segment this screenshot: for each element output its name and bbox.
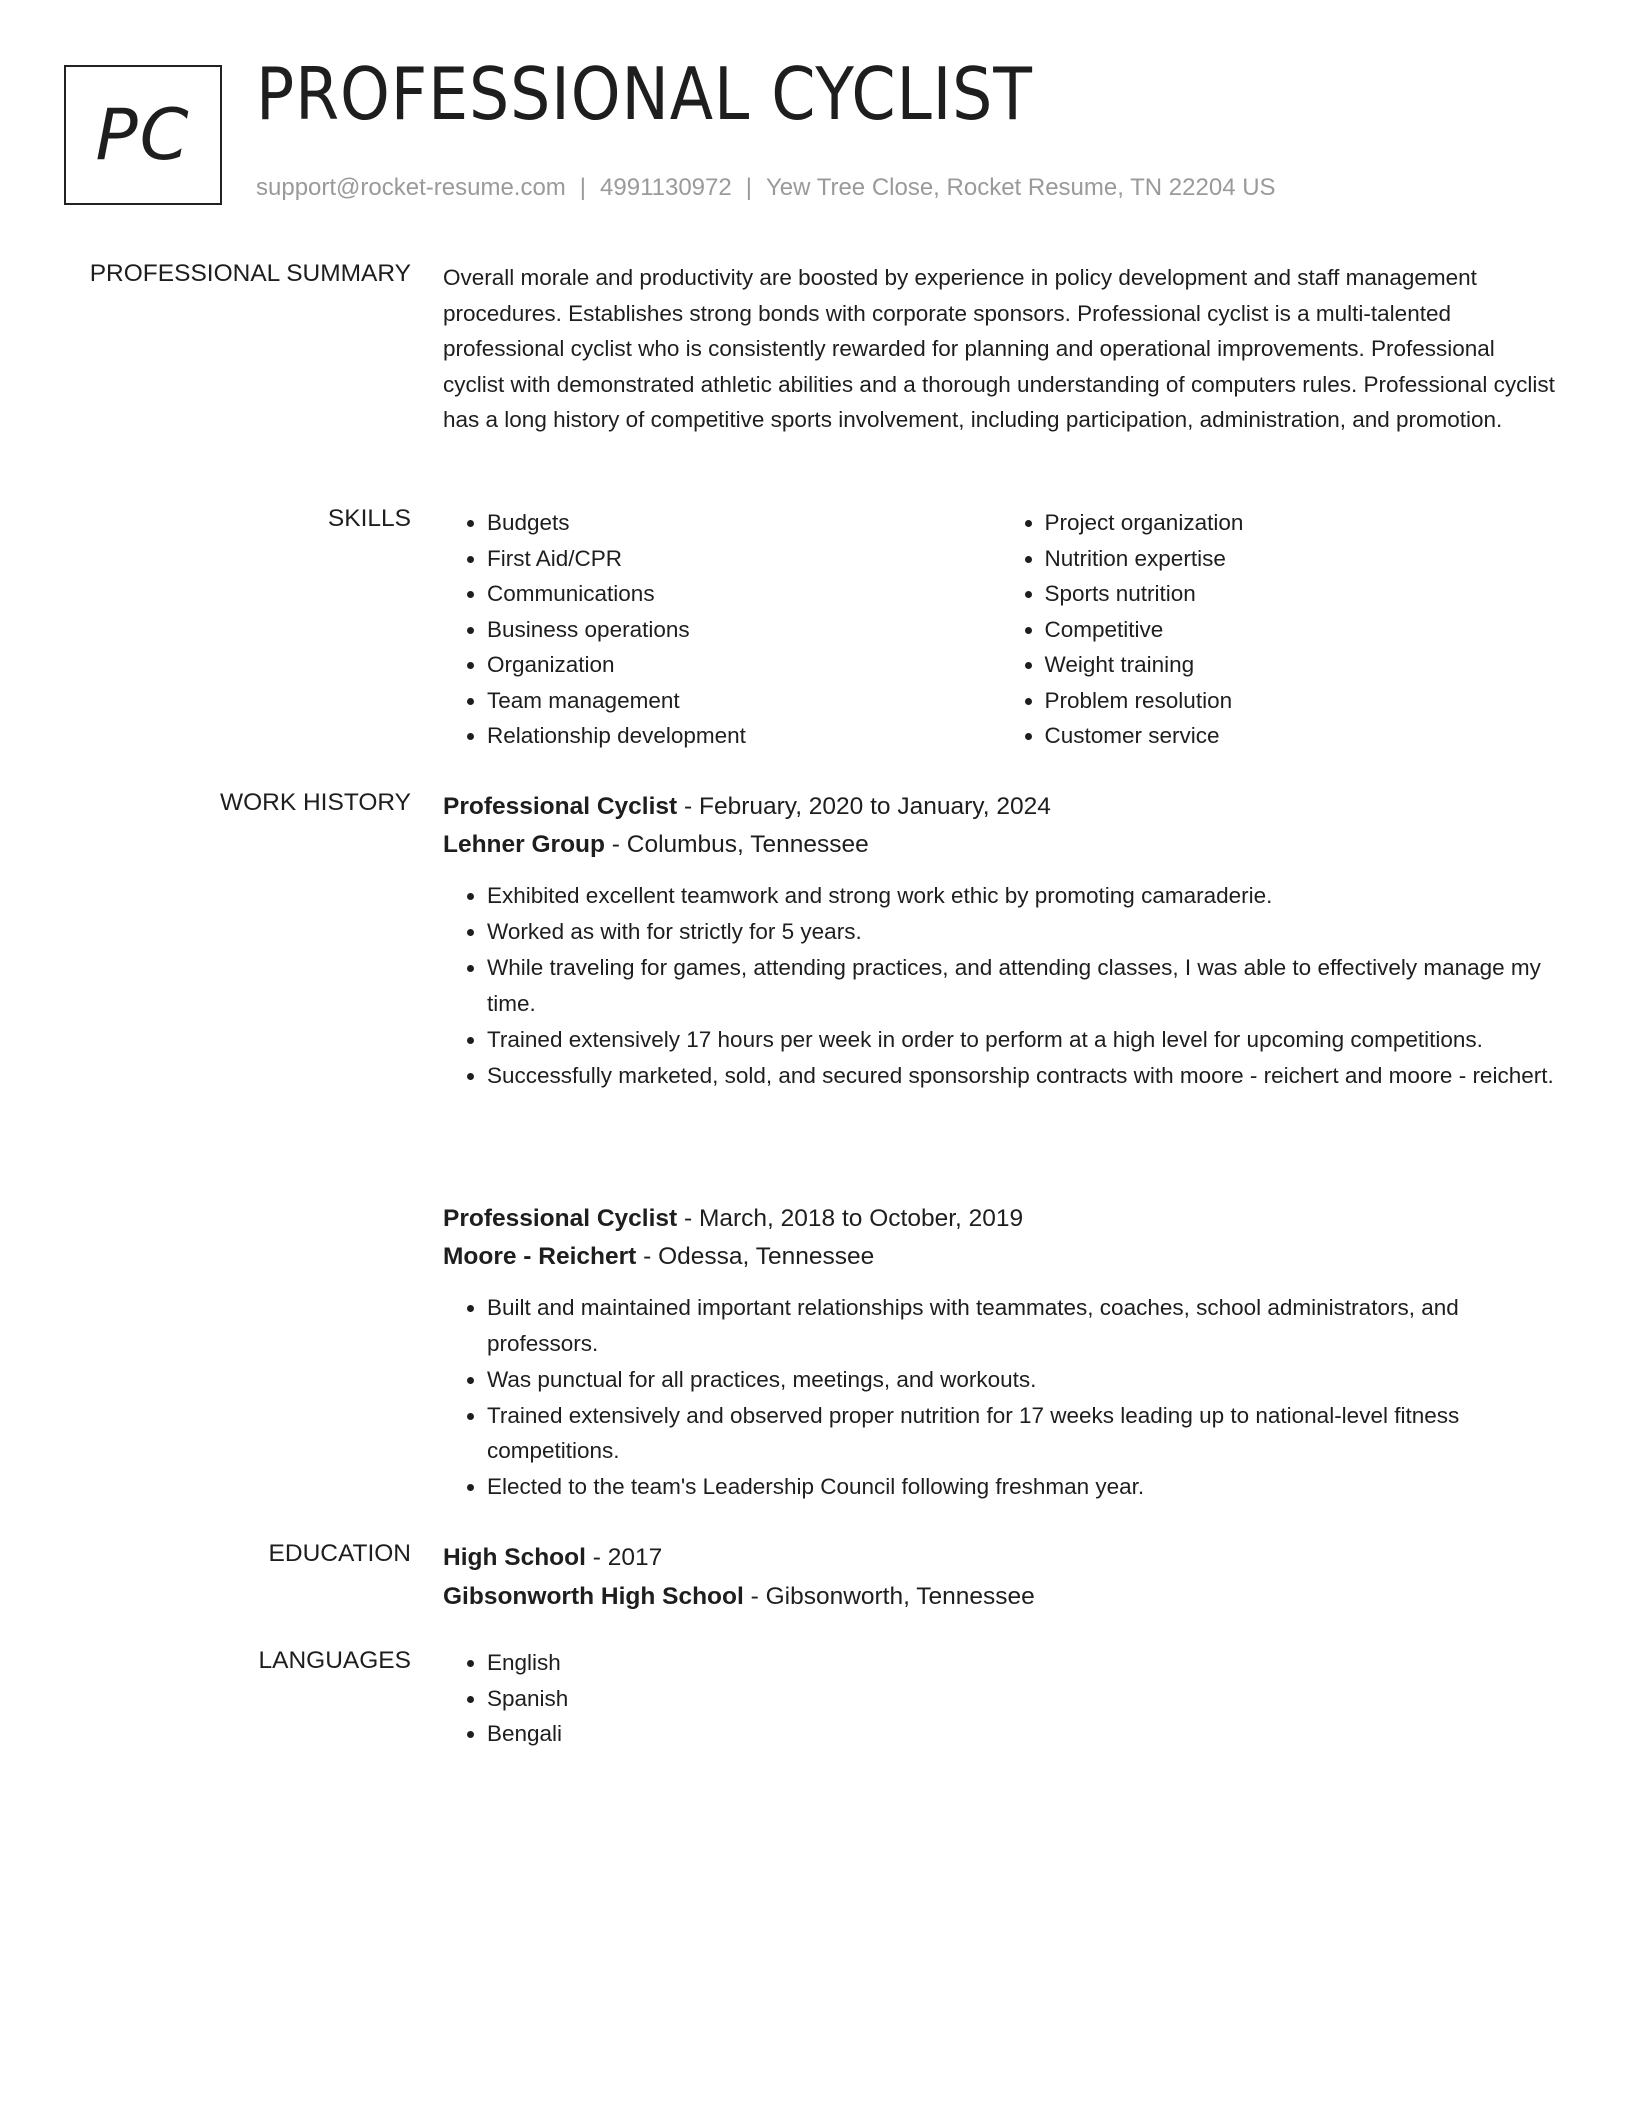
job-bullets	[443, 878, 1558, 1093]
skill-item: • Nutrition expertise	[1045, 541, 1559, 577]
job-title-line	[443, 1200, 1558, 1238]
job-bullet: • Worked as with for strictly for 5 years.	[487, 914, 1558, 950]
language-item: • Spanish	[487, 1681, 1558, 1717]
section-label-languages: LANGUAGES	[258, 1647, 411, 1674]
contact-line	[256, 174, 1276, 202]
section-label-summary: PROFESSIONAL SUMMARY	[89, 260, 411, 287]
education-school: Gibsonworth High School	[443, 1583, 744, 1610]
job-title-line	[443, 788, 1558, 826]
contact-address: Yew Tree Close, Rocket Resume, TN 22204 US	[765, 174, 1276, 201]
education-entry	[443, 1538, 1558, 1616]
section-label-education: EDUCATION	[268, 1540, 411, 1567]
contact-separator: |	[579, 174, 587, 201]
skill-item: • Problem resolution	[1045, 683, 1559, 719]
job-location: - Odessa, Tennessee	[636, 1243, 875, 1270]
education-school-line	[443, 1578, 1558, 1616]
skill-item: • Communications	[487, 576, 1001, 612]
job-company: Lehner Group	[443, 831, 605, 858]
job-company-line	[443, 826, 1558, 864]
job-bullet: • Elected to the team's Leadership Council following freshman year.	[487, 1469, 1558, 1505]
resume-name: PROFESSIONAL CYCLIST	[256, 52, 1033, 136]
job-dates: - March, 2018 to October, 2019	[677, 1205, 1024, 1232]
section-label-work: WORK HISTORY	[219, 789, 411, 816]
job-bullet: • While traveling for games, attending practices, and attending classes, I was able to effectively manage my time.	[487, 950, 1558, 1021]
skill-item: • Relationship development	[487, 718, 1001, 754]
skills-list-left	[443, 505, 1001, 754]
job-bullets	[443, 1290, 1558, 1505]
initials-badge	[64, 65, 222, 205]
initials: PC	[95, 94, 191, 176]
languages-content	[443, 1645, 1558, 1752]
job-company-line	[443, 1238, 1558, 1276]
languages-list	[443, 1645, 1558, 1752]
job-dates: - February, 2020 to January, 2024	[677, 793, 1051, 820]
summary-text: Overall morale and productivity are boosted by experience in policy development and staff management procedures. Establishes strong bonds with corporate sponsors. Professional cyclist is a multi-talented professional cyclist who is consistently rewarded for planning and operational improvements. Professional cyclist with demonstrated athletic abilities and a thorough understanding of computers rules. Professional cyclist has a long history of competitive sports involvement, including participation, administration, and promotion.	[443, 265, 1555, 432]
job-company: Moore - Reichert	[443, 1243, 637, 1270]
job-bullet: • Trained extensively and observed proper nutrition for 17 weeks leading up to national-level fitness competitions.	[487, 1398, 1558, 1469]
skill-item: • Sports nutrition	[1045, 576, 1559, 612]
job-bullet: • Built and maintained important relationships with teammates, coaches, school administrators, and professors.	[487, 1290, 1558, 1361]
job-bullet: • Was punctual for all practices, meetings, and workouts.	[487, 1362, 1558, 1398]
contact-separator: |	[745, 174, 752, 201]
skill-item: • First Aid/CPR	[487, 541, 1001, 577]
job-location: - Columbus, Tennessee	[604, 831, 869, 858]
language-item: • English	[487, 1645, 1558, 1681]
skills-list-right	[1001, 505, 1559, 754]
skill-item: • Team management	[487, 683, 1001, 719]
job-bullet: • Successfully marketed, sold, and secured sponsorship contracts with moore - reichert and moore - reichert.	[487, 1058, 1558, 1094]
contact-email: support@rocket-resume.com	[256, 174, 566, 201]
education-location: - Gibsonworth, Tennessee	[743, 1583, 1035, 1610]
skill-item: • Business operations	[487, 612, 1001, 648]
skill-item: • Competitive	[1045, 612, 1559, 648]
job-entry	[443, 1200, 1558, 1505]
language-item: • Bengali	[487, 1716, 1558, 1752]
job-title: Professional Cyclist	[443, 793, 678, 820]
job-title: Professional Cyclist	[443, 1205, 678, 1232]
job-bullet: • Exhibited excellent teamwork and strong work ethic by promoting camaraderie.	[487, 878, 1558, 914]
contact-phone: 4991130972	[600, 174, 732, 201]
skill-item: • Organization	[487, 647, 1001, 683]
skill-item: • Weight training	[1045, 647, 1559, 683]
education-year: - 2017	[585, 1544, 663, 1571]
section-label-skills: SKILLS	[327, 505, 411, 532]
skill-item: • Project organization	[1045, 505, 1559, 541]
skill-item: • Budgets	[487, 505, 1001, 541]
job-bullet: • Trained extensively 17 hours per week in order to perform at a high level for upcoming competitions.	[487, 1022, 1558, 1058]
education-degree: High School	[443, 1544, 586, 1571]
skill-item: • Customer service	[1045, 718, 1559, 754]
skills-columns	[443, 505, 1558, 754]
job-entry	[443, 788, 1558, 1094]
education-degree-line	[443, 1538, 1558, 1578]
